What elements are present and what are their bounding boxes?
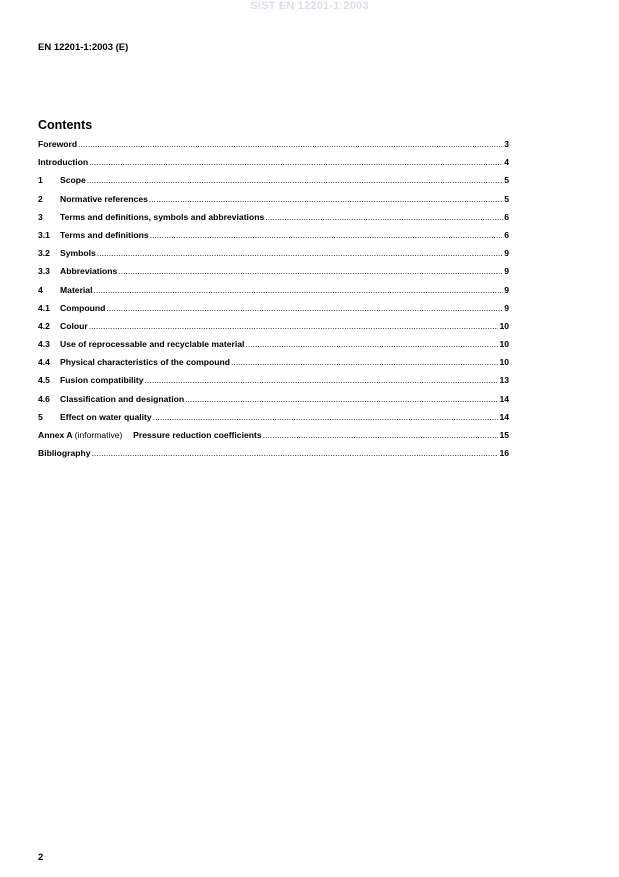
contents-heading: Contents [38, 118, 93, 132]
toc-entry-page: 14 [499, 393, 509, 404]
toc-entry-introduction[interactable] [38, 157, 509, 175]
page-number: 2 [38, 852, 44, 863]
toc-leader-dots [92, 448, 499, 458]
toc-entry-page: 10 [499, 320, 509, 331]
toc-entry-number: 4.6 [38, 393, 50, 404]
toc-entry-page: 3 [504, 139, 509, 149]
toc-entry-title: Physical characteristics of the compound [60, 357, 231, 368]
toc-leader-dots [87, 175, 503, 185]
toc-entry-page: 9 [504, 302, 509, 313]
toc-entry-terms-and-definitions[interactable] [38, 230, 509, 248]
toc-entry-number: 4.5 [38, 375, 50, 386]
toc-entry-number: 3.3 [38, 266, 50, 277]
toc-entry-title: Fusion compatibility [60, 375, 144, 386]
table-of-contents [38, 139, 509, 466]
toc-entry-title: Introduction [38, 157, 89, 168]
toc-leader-dots [263, 430, 499, 440]
toc-entry-page: 6 [504, 211, 509, 222]
annex-title: Pressure reduction coefficients [133, 430, 262, 440]
toc-entry-page: 5 [504, 175, 509, 186]
toc-entry-title: Use of reprocessable and recyclable material [60, 339, 245, 350]
toc-entry-title: Foreword [38, 139, 78, 149]
toc-entry-page: 16 [499, 448, 509, 459]
toc-entry-abbreviations[interactable] [38, 266, 509, 284]
toc-entry-title: Compound [60, 302, 106, 313]
toc-entry-title: Terms and definitions, symbols and abbreviations [60, 211, 265, 222]
toc-entry-foreword[interactable] [38, 139, 509, 157]
toc-entry-title: Symbols [60, 248, 96, 259]
toc-leader-dots [145, 375, 499, 385]
toc-leader-dots [106, 303, 503, 313]
toc-entry-material[interactable] [38, 285, 509, 303]
toc-leader-dots [93, 285, 503, 295]
toc-entry-page: 10 [499, 357, 509, 368]
toc-entry-title: Material [60, 284, 93, 295]
toc-entry-title: Bibliography [38, 448, 91, 459]
toc-entry-number: 4.1 [38, 302, 50, 313]
toc-entry-normative-references[interactable] [38, 194, 509, 212]
toc-entry-page: 15 [499, 430, 509, 440]
toc-leader-dots [150, 230, 504, 240]
toc-entry-page: 9 [504, 284, 509, 295]
toc-entry-page: 9 [504, 266, 509, 277]
toc-leader-dots [185, 394, 498, 404]
annex-qualifier: (informative) [74, 430, 123, 440]
document-id: EN 12201-1:2003 (E) [38, 42, 129, 53]
toc-entry-water-quality[interactable] [38, 412, 509, 430]
toc-entry-number: 3.2 [38, 248, 50, 259]
toc-entry-terms-symbols-abbreviations[interactable] [38, 212, 509, 230]
toc-entry-title: Terms and definitions [60, 229, 149, 240]
toc-entry-number: 5 [38, 411, 43, 422]
toc-leader-dots [149, 194, 503, 204]
toc-entry-title [38, 430, 262, 440]
toc-entry-compound[interactable] [38, 303, 509, 321]
toc-entry-classification[interactable] [38, 394, 509, 412]
toc-entry-title: Abbreviations [60, 266, 118, 277]
annex-label: Annex A [38, 430, 73, 440]
toc-entry-number: 4 [38, 284, 43, 295]
toc-entry-page: 5 [504, 193, 509, 204]
toc-entry-number: 3 [38, 211, 43, 222]
toc-entry-title: Classification and designation [60, 393, 185, 404]
toc-leader-dots [78, 139, 503, 149]
toc-entry-page: 14 [499, 411, 509, 422]
toc-leader-dots [231, 357, 498, 367]
toc-entry-annex-a[interactable] [38, 430, 509, 448]
toc-entry-number: 2 [38, 193, 43, 204]
toc-entry-number: 4.2 [38, 320, 50, 331]
toc-entry-title: Normative references [60, 193, 148, 204]
toc-entry-title: Scope [60, 175, 86, 186]
toc-leader-dots [97, 248, 503, 258]
toc-entry-scope[interactable] [38, 175, 509, 193]
toc-entry-title: Colour [60, 320, 88, 331]
toc-entry-page: 13 [499, 375, 509, 386]
toc-entry-symbols[interactable] [38, 248, 509, 266]
toc-entry-page: 6 [504, 229, 509, 240]
toc-entry-physical-characteristics[interactable] [38, 357, 509, 375]
toc-entry-number: 4.3 [38, 339, 50, 350]
toc-entry-page: 4 [504, 157, 509, 168]
toc-leader-dots [153, 412, 499, 422]
toc-entry-number: 3.1 [38, 229, 50, 240]
watermark: SIST EN 12201-1:2003 [250, 0, 369, 12]
toc-entry-reprocessable-material[interactable] [38, 339, 509, 357]
toc-leader-dots [265, 212, 503, 222]
toc-entry-number: 4.4 [38, 357, 50, 368]
toc-leader-dots [118, 266, 503, 276]
toc-entry-number: 1 [38, 175, 43, 186]
toc-leader-dots [89, 157, 503, 167]
toc-leader-dots [245, 339, 498, 349]
toc-leader-dots [89, 321, 499, 331]
toc-entry-fusion-compatibility[interactable] [38, 375, 509, 393]
toc-entry-colour[interactable] [38, 321, 509, 339]
toc-entry-title: Effect on water quality [60, 411, 152, 422]
toc-entry-bibliography[interactable] [38, 448, 509, 466]
toc-entry-page: 10 [499, 339, 509, 350]
toc-entry-page: 9 [504, 248, 509, 259]
